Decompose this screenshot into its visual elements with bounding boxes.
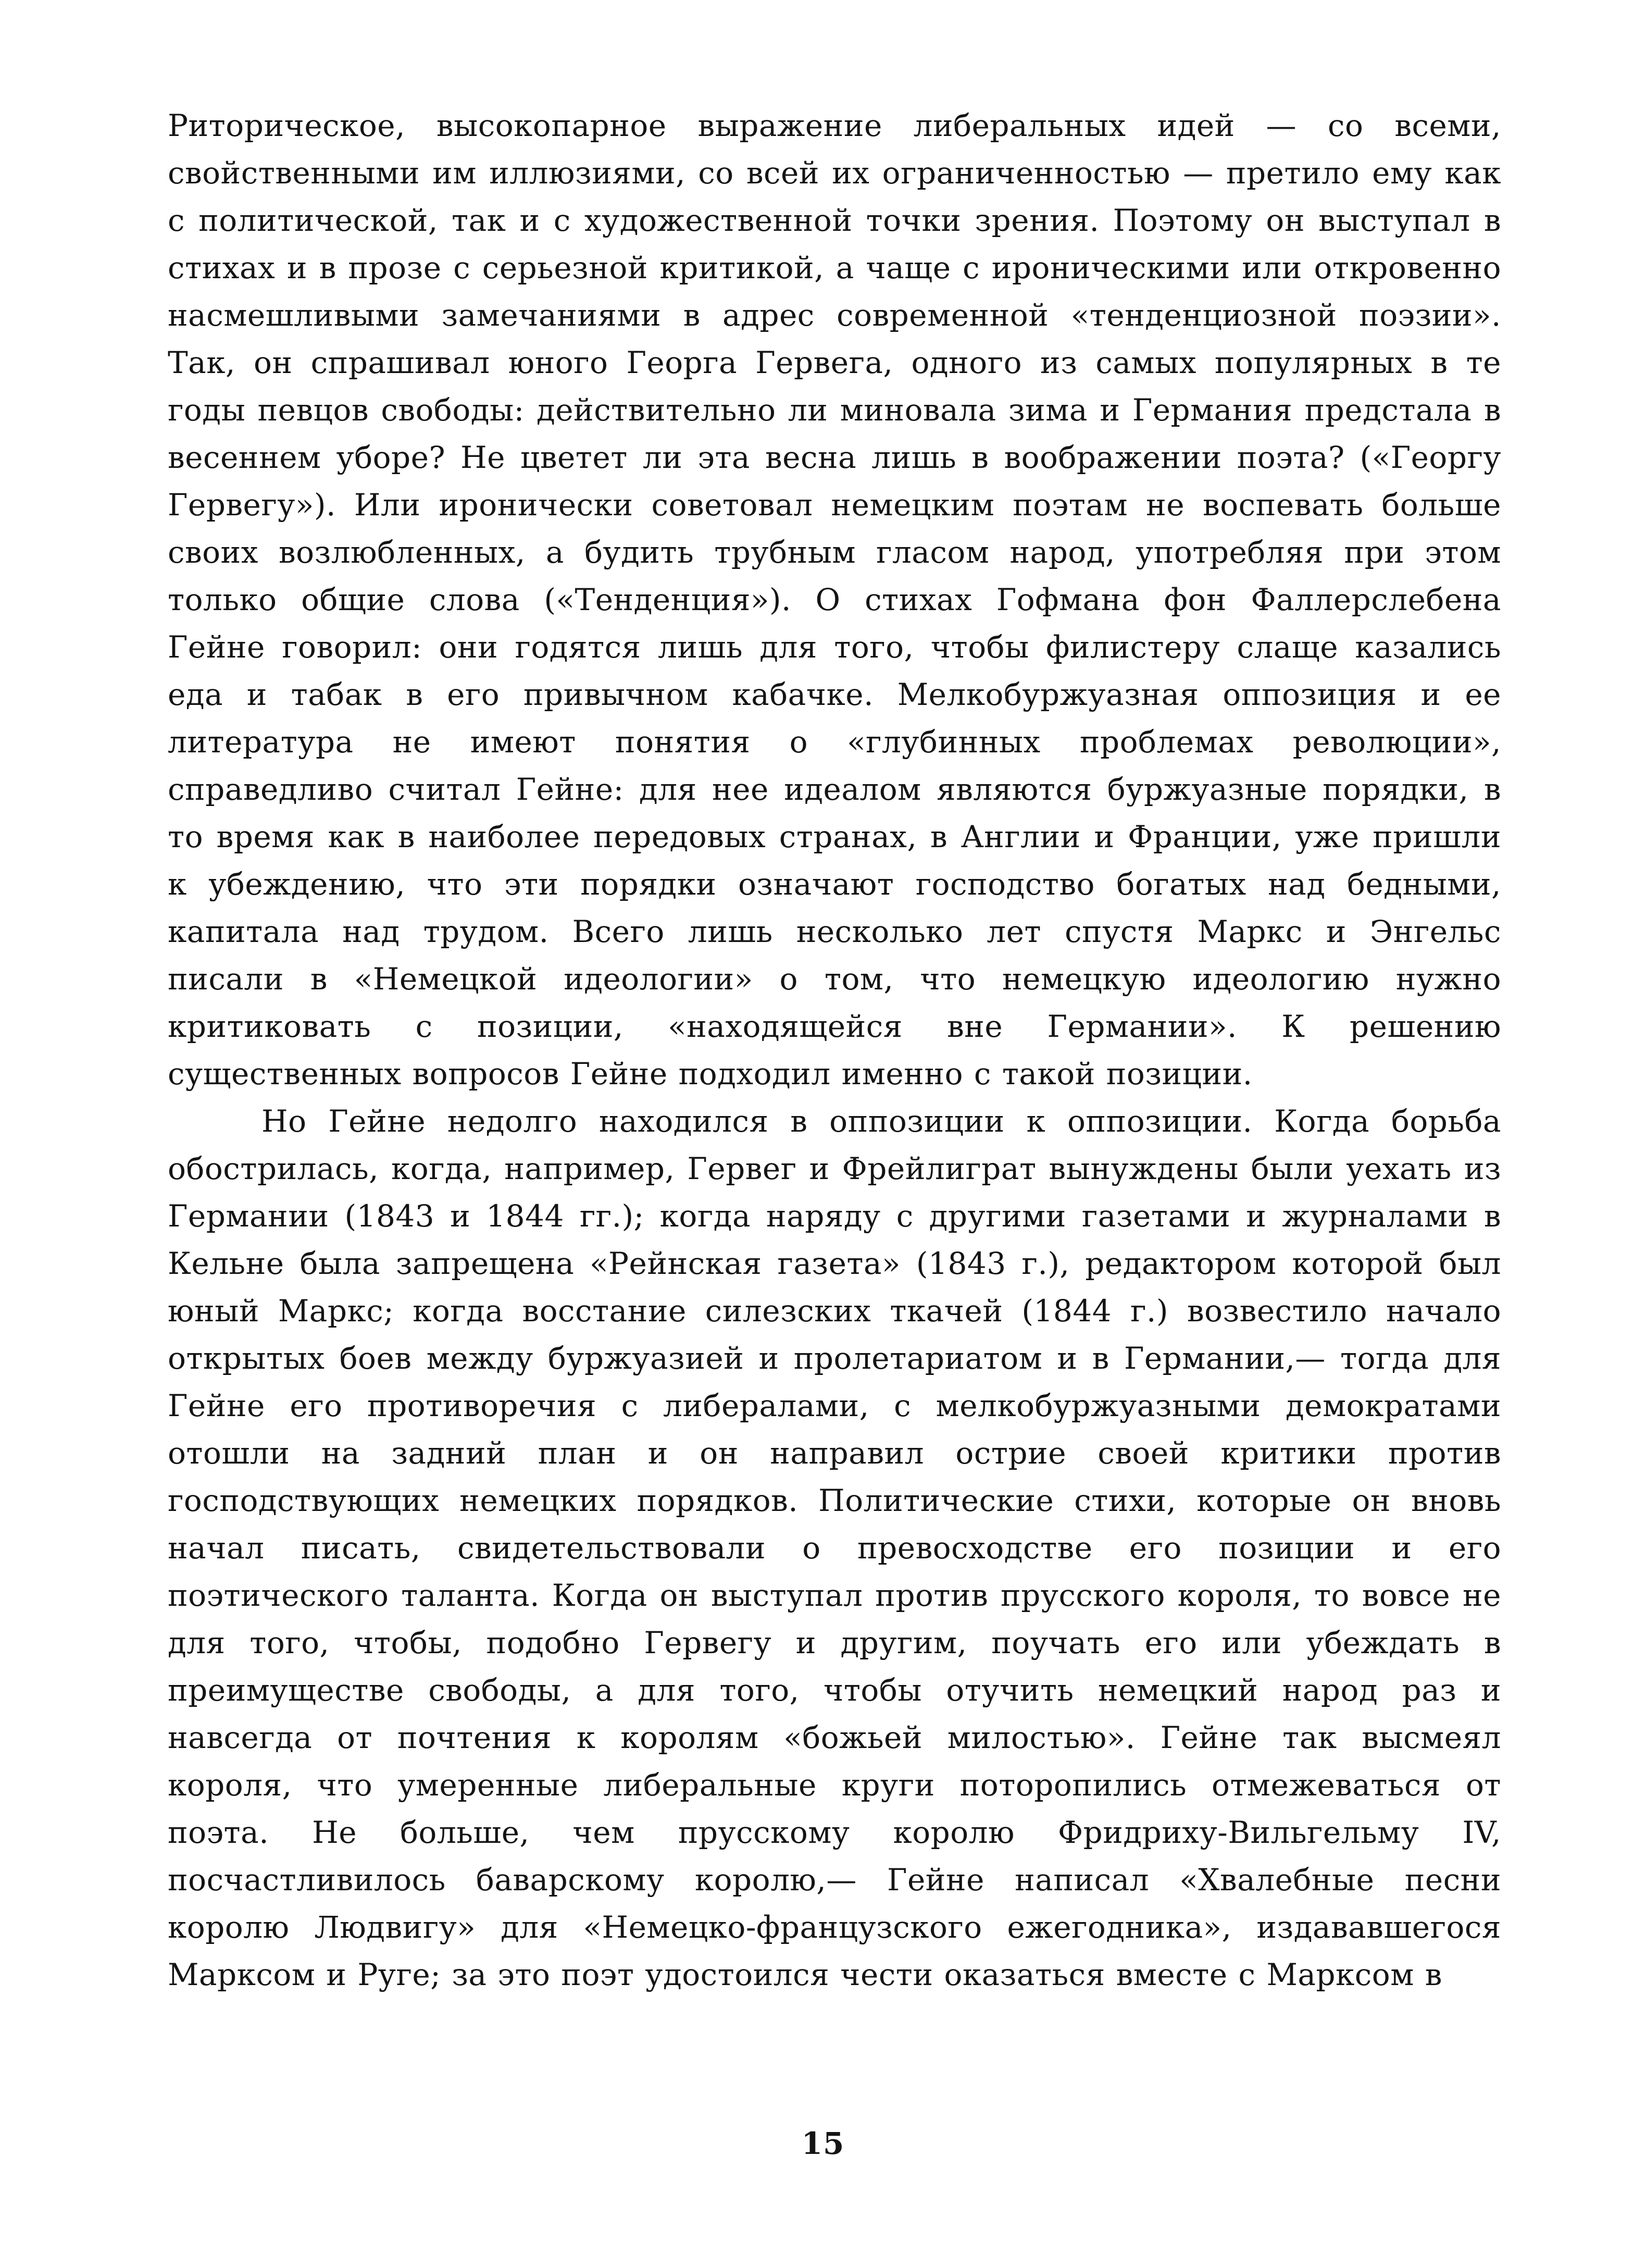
body-text [168,102,1501,1999]
page-number: 15 [801,2126,845,2161]
paragraph-1: Риторическое, высокопарное выражение либеральных идей — со всеми, свойственными им иллюзиями, со всей их ограниченностью — претило ему как с политической, так и с художественной точки зрения. Поэтому он выступал в стихах и в прозе с серьезной критикой, а чаще с ироническими или откровенно насмешливыми замечаниями в адрес современной «тенденциозной поэзии». Так, он спрашивал юного Георга Гервега, одного из самых популярных в те годы певцов свободы: действительно ли миновала зима и Германия предстала в весеннем уборе? Не цветет ли эта весна лишь в воображении поэта? («Георгу Гервегу»). Или иронически советовал немецким поэтам не воспевать больше своих возлюбленных, а будить трубным гласом народ, употребляя при этом только общие слова («Тенденция»). О стихах Гофмана фон Фаллерслебена Гейне говорил: они годятся лишь для того, чтобы филистеру слаще казались еда и табак в его привычном кабачке. Мелкобуржуазная оппозиция и ее литература не имеют понятия о «глубинных проблемах революции», справедливо считал Гейне: для нее идеалом являются буржуазные порядки, в то время как в наиболее передовых странах, в Англии и Франции, уже пришли к убеждению, что эти порядки означают господство богатых над бедными, капитала над трудом. Всего лишь несколько лет спустя Маркс и Энгельс писали в «Немецкой идеологии» о том, что немецкую идеологию нужно критиковать с позиции, «находящейся вне Германии». К решению существенных вопросов Гейне подходил именно с такой позиции. [168,108,1501,1092]
paragraph-2: Но Гейне недолго находился в оппозиции к оппозиции. Когда борьба обострилась, когда, например, Гервег и Фрейлиграт вынуждены были уехать из Германии (1843 и 1844 гг.); когда наряду с другими газетами и журналами в Кельне была запрещена «Рейнская газета» (1843 г.), редактором которой был юный Маркс; когда восстание силезских ткачей (1844 г.) возвестило начало открытых боев между буржуазией и пролетариатом и в Германии,— тогда для Гейне его противоречия с либералами, с мелкобуржуазными демократами отошли на задний план и он направил острие своей критики против господствующих немецких порядков. Политические стихи, которые он вновь начал писать, свидетельствовали о превосходстве его позиции и его поэтического таланта. Когда он выступал против прусского короля, то вовсе не для того, чтобы, подобно Гервегу и другим, поучать его или убеждать в преимуществе свободы, а для того, чтобы отучить немецкий народ раз и навсегда от почтения к королям «божьей милостью». Гейне так высмеял короля, что умеренные либеральные круги поторопились отмежеваться от поэта. Не больше, чем прусскому королю Фридриху-Вильгельму IV, посчастливилось баварскому королю,— Гейне написал «Хвалебные песни королю Людвигу» для «Немецко-французского ежегодника», издававшегося Марксом и Руге; за это поэт удостоился чести оказаться вместе с Марксом в [168,1104,1501,1992]
